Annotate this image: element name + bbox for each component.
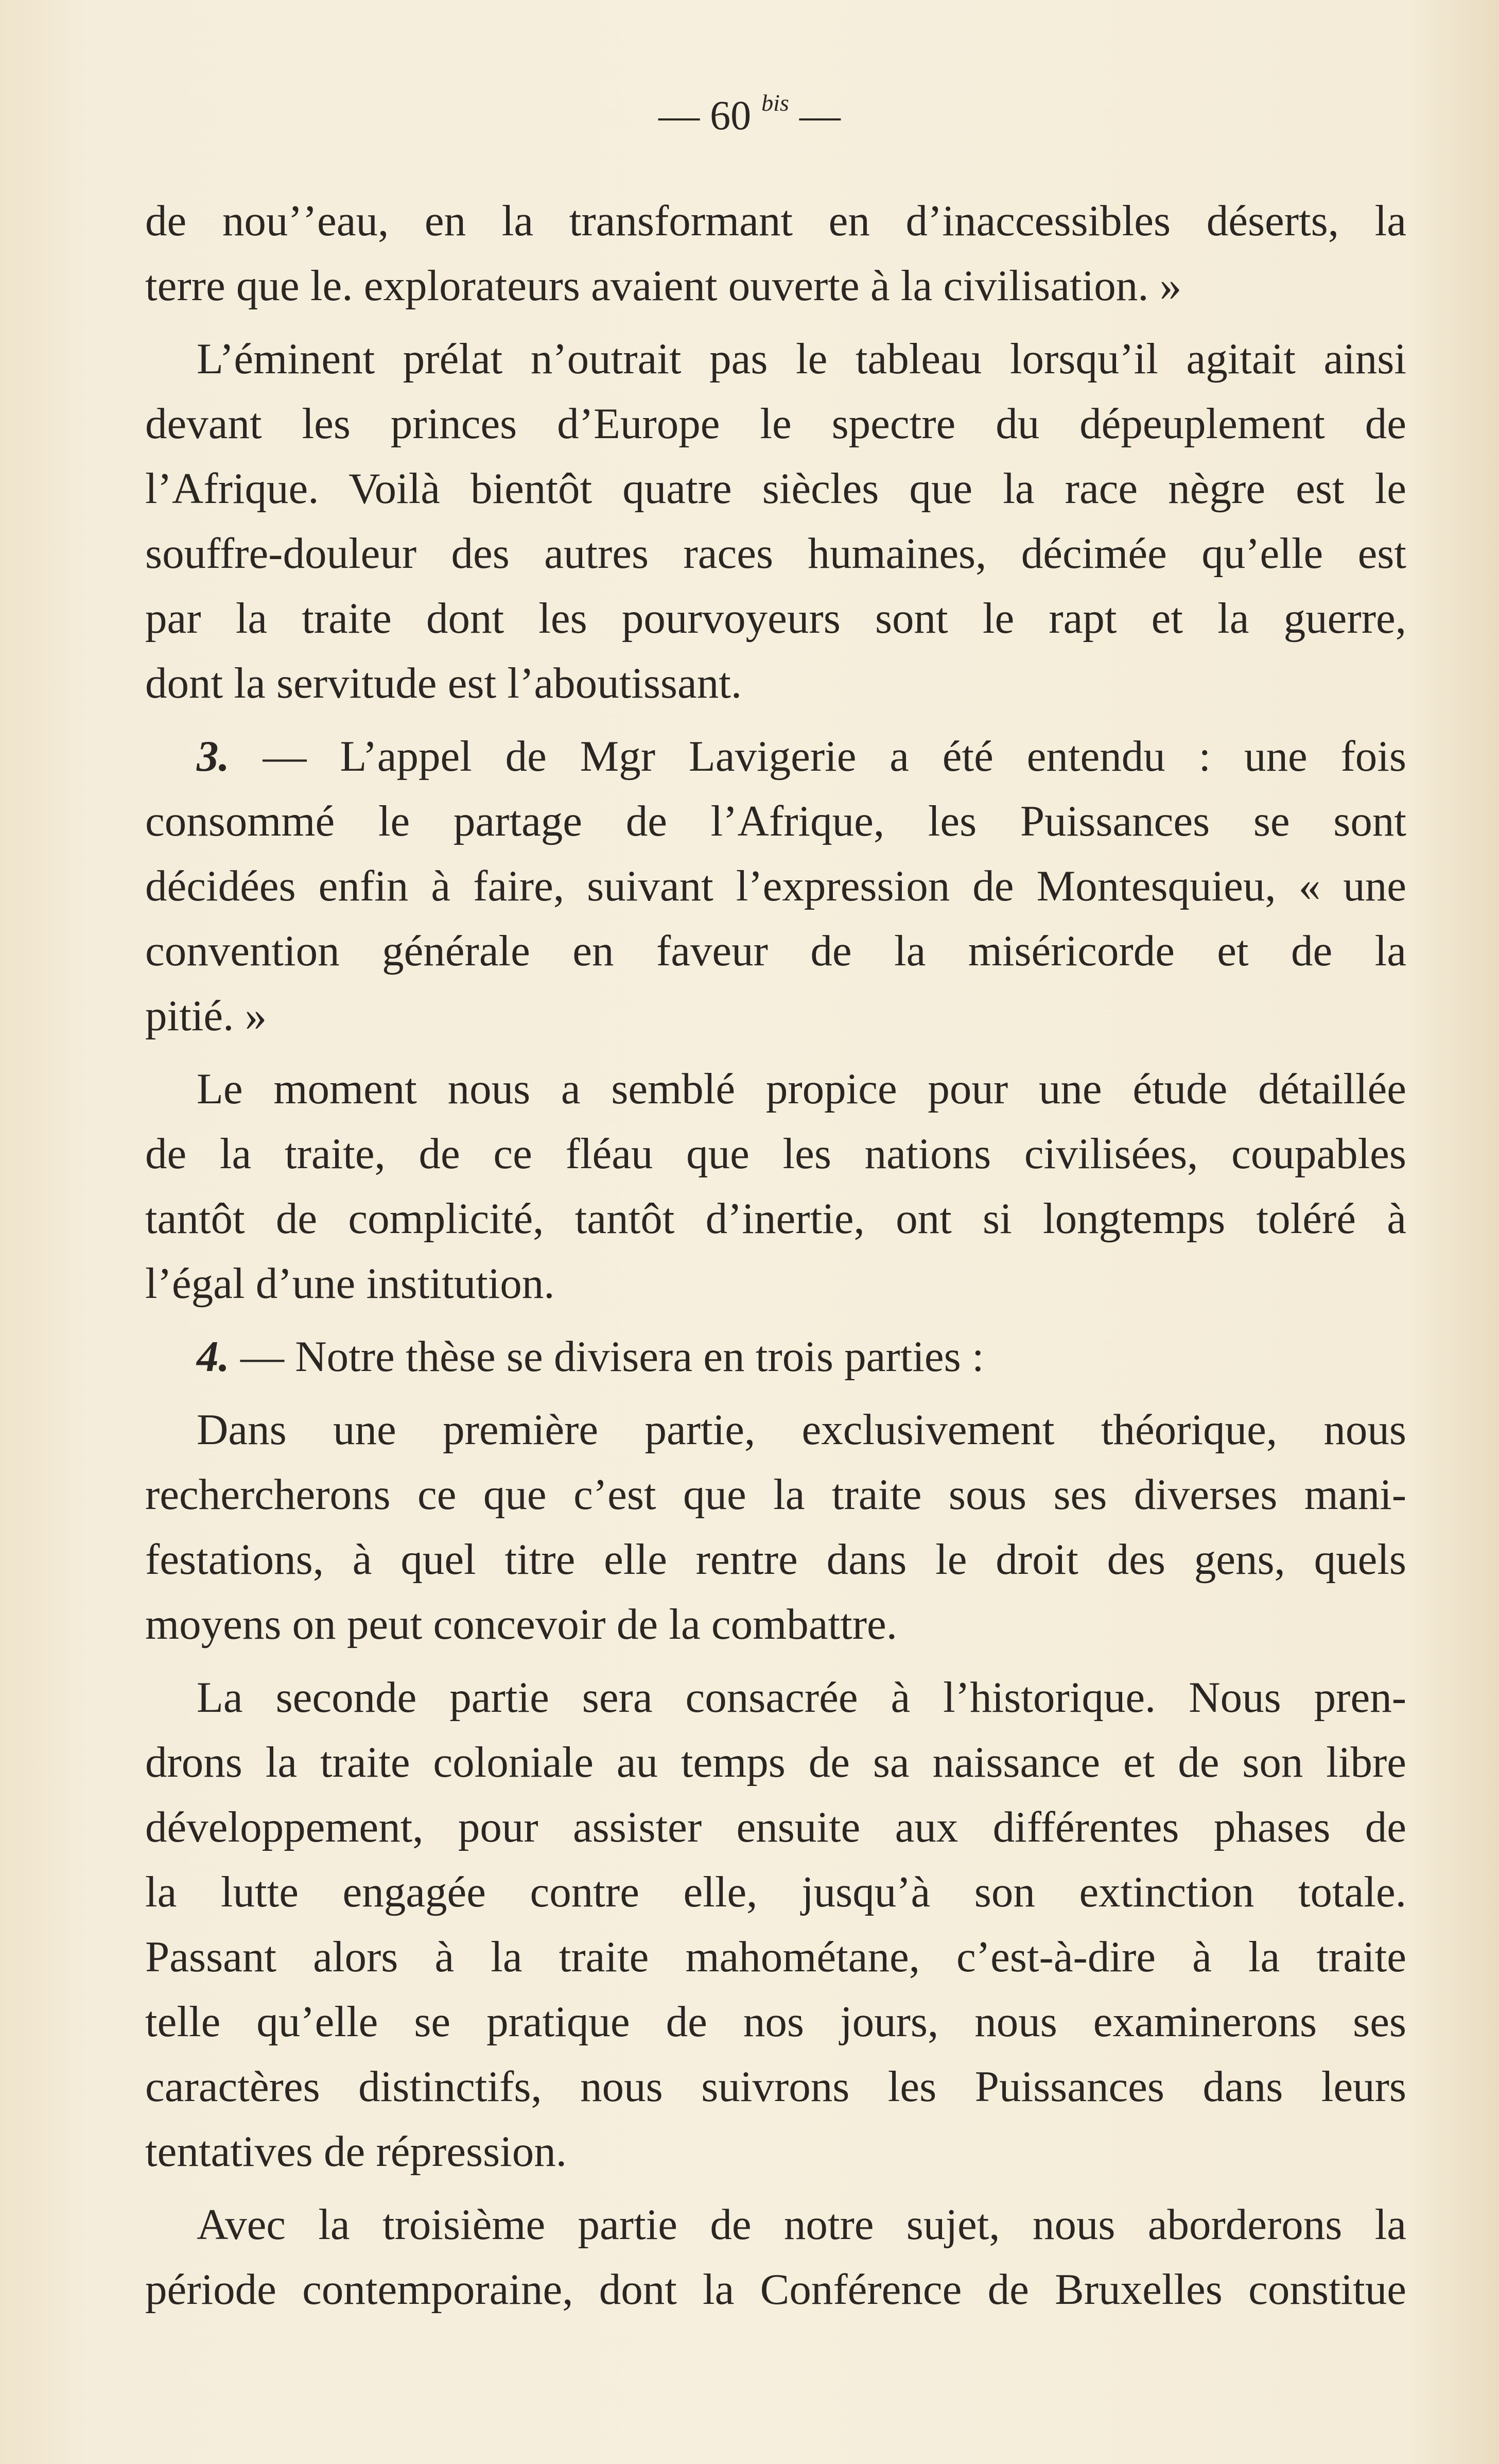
text-line: tantôt de complicité, tantôt d’inertie, ont si longtemps toléré à [145,1194,1406,1243]
section-number: 4. [197,1332,230,1381]
paragraph-gap [145,1048,1406,1056]
text-line: festations, à quel titre elle rentre dans le droit des gens, quels [145,1535,1406,1584]
paragraph-gap [145,1657,1406,1665]
text-line: l’Afrique. Voilà bientôt quatre siècles que la race nègre est le [145,464,1406,513]
text-line: Dans une première partie, exclusivement théorique, nous [197,1405,1406,1454]
text-line: décidées enfin à faire, suivant l’expression de Montesquieu, « une [145,862,1406,910]
text-line: caractères distinctifs, nous suivrons les Puissances dans leurs [145,2062,1406,2111]
paragraph-gap [145,1389,1406,1397]
text-line: telle qu’elle se pratique de nos jours, nous examinerons ses [145,1998,1406,2046]
paragraph [145,2192,1406,2322]
text-line: rechercherons ce que c’est que la traite sous ses diverses mani- [145,1470,1406,1519]
section-number: 3. [197,732,230,780]
text-line: développement, pour assister ensuite aux différentes phases de [145,1803,1406,1851]
line-text: — Notre thèse se divisera en trois parties : [229,1332,984,1381]
paragraph [145,1397,1406,1657]
paragraph-gap [145,716,1406,724]
text-line [145,724,1406,789]
text-line: Le moment nous a semblé propice pour une étude détaillée [197,1065,1406,1113]
page-header [0,77,1499,142]
paragraph [145,188,1406,318]
paragraph [145,1665,1406,2184]
text-line: Avec la troisième partie de notre sujet, nous aborderons la [197,2200,1406,2249]
page-body [145,188,1406,2322]
paragraph [145,326,1406,716]
text-line: consommé le partage de l’Afrique, les Puissances se sont [145,797,1406,845]
text-line: souffre-douleur des autres races humaines, décimée qu’elle est [145,529,1406,578]
text-line: L’éminent prélat n’outrait pas le tableau lorsqu’il agitait ainsi [197,335,1406,383]
text-line: terre que le. explorateurs avaient ouverte à la civilisation. » [145,262,1182,310]
text-line: devant les princes d’Europe le spectre du dépeuplement de [145,400,1406,448]
text-line: La seconde partie sera consacrée à l’historique. Nous pren- [197,1673,1406,1722]
text-line: l’égal d’une institution. [145,1259,555,1308]
page-number: — 60 [658,93,752,138]
paragraph [145,1324,1406,1389]
text-line: de la traite, de ce fléau que les nations civilisées, coupables [145,1130,1406,1178]
page-number-dash: — [799,93,841,138]
paragraph-gap [145,2184,1406,2192]
text-line: dont la servitude est l’aboutissant. [145,659,742,707]
text-line: Passant alors à la traite mahométane, c’est-à-dire à la traite [145,1933,1406,1981]
paragraph [145,724,1406,1048]
text-line: tentatives de répression. [145,2127,567,2176]
paragraph-gap [145,318,1406,326]
text-line: drons la traite coloniale au temps de sa naissance et de son libre [145,1738,1406,1786]
text-line: pitié. » [145,992,267,1040]
paragraph-gap [145,1316,1406,1324]
text-line: convention générale en faveur de la miséricorde et de la [145,927,1406,975]
page-number-suffix: bis [761,90,789,116]
text-line: période contemporaine, dont la Conférence de Bruxelles constitue [145,2265,1406,2314]
text-line: la lutte engagée contre elle, jusqu’à son extinction totale. [145,1868,1406,1916]
text-line [145,1324,1406,1389]
line-text: — L’appel de Mgr Lavigerie a été entendu : une fois [229,732,1406,780]
text-line: de nouʼʼeau, en la transformant en d’inaccessibles déserts, la [145,197,1406,245]
text-line: par la traite dont les pourvoyeurs sont le rapt et la guerre, [145,594,1406,643]
paragraph [145,1056,1406,1316]
text-line: moyens on peut concevoir de la combattre. [145,1600,898,1649]
